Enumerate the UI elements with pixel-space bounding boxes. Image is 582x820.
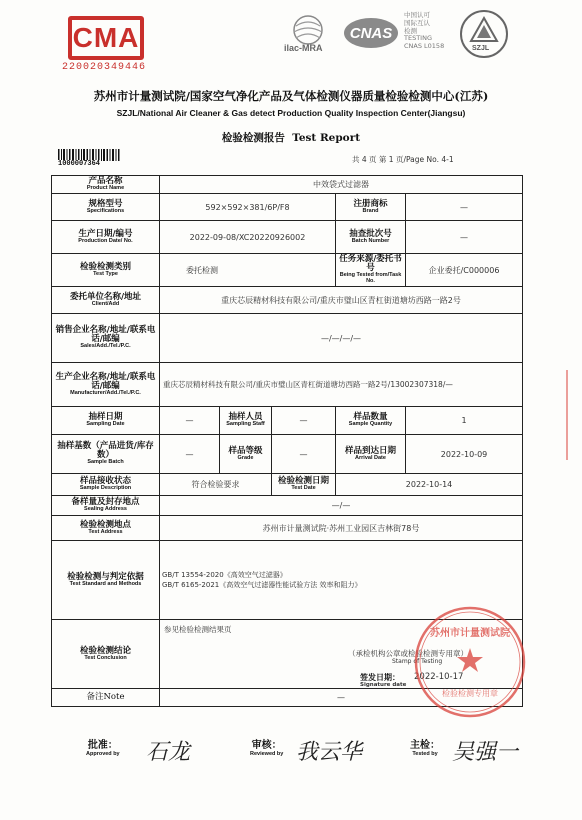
spec-label: 规格型号 Specifications <box>52 194 160 221</box>
standards-value: GB/T 13554-2020《高效空气过滤器》 GB/T 6165-2021《高效空气过滤器性能试验方法 效率和阻力》 <box>160 541 523 620</box>
source-value: 企业委托/C000006 <box>406 254 523 287</box>
approved-signature: 石龙 <box>146 740 191 765</box>
official-stamp: 苏州市计量测试院 检验检测专用章 <box>412 604 528 720</box>
row-test-address <box>52 516 523 541</box>
conclusion-value: 参见检验检测结果页 （承检机构公章或检验检测专用章） Stamp of Testing 签发日期： 2022-10-17 Signature date <box>160 620 523 689</box>
test-date-label: 检验检测日期 Test Date <box>272 474 336 496</box>
arrival-value: 2022-10-09 <box>406 435 523 474</box>
cma-logo: CMA <box>68 16 144 60</box>
sample-qty-value: 1 <box>406 407 523 435</box>
sample-desc-label: 样品接收状态 Sample Description <box>52 474 160 496</box>
row-client <box>52 287 523 314</box>
sample-qty-label: 样品数量 Sample Quantity <box>336 407 406 435</box>
client-label: 委托单位名称/地址 Client/Add <box>52 287 160 314</box>
row-sampling <box>52 407 523 435</box>
row-spec <box>52 194 523 221</box>
szjl-logo: SZJL <box>458 8 510 60</box>
grade-value: — <box>272 435 336 474</box>
sampling-staff-value: — <box>272 407 336 435</box>
grade-label: 样品等级 Grade <box>220 435 272 474</box>
tested-label: 主检： Tested by <box>410 740 440 757</box>
product-name-value: 中效袋式过滤器 <box>160 176 523 194</box>
row-test-type <box>52 254 523 287</box>
test-type-value: 委托检测 <box>160 254 336 287</box>
row-prod-date <box>52 221 523 254</box>
test-address-value: 苏州市计量测试院·苏州工业园区吉林街78号 <box>160 516 523 541</box>
cma-number: 220020349446 <box>62 62 147 73</box>
report-title: 检验检测报告 Test Report <box>221 132 361 144</box>
test-date-value: 2022-10-14 <box>336 474 523 496</box>
sampling-date-value: — <box>160 407 220 435</box>
reviewed-signature: 我云华 <box>296 740 363 765</box>
tested-signature: 吴强一 <box>452 740 519 765</box>
test-address-label: 检验检测地点 Test Address <box>52 516 160 541</box>
row-sample-batch <box>52 435 523 474</box>
sales-value: —/—/—/— <box>160 314 523 363</box>
row-manufacturer <box>52 363 523 407</box>
sample-batch-value: — <box>160 435 220 474</box>
row-product-name <box>52 176 523 194</box>
row-sales <box>52 314 523 363</box>
prod-date-label: 生产日期/编号 Production Date/ No. <box>52 221 160 254</box>
sampling-date-label: 抽样日期 Sampling Date <box>52 407 160 435</box>
batch-value: — <box>406 221 523 254</box>
manufacturer-value: 重庆芯辰精材科技有限公司/重庆市璧山区青杠街道塘坊西路一路2号/13002307318/— <box>160 363 523 407</box>
org-title-en: SZJL/National Air Cleaner & Gas detect Production Quality Inspection Center(Jiangsu) <box>116 108 466 118</box>
source-label: 任务来源/委托书号 Being Tested from/Task No. <box>336 254 406 287</box>
client-value: 重庆芯辰精材科技有限公司/重庆市璧山区青杠街道塘坊西路一路2号 <box>160 287 523 314</box>
sampling-staff-label: 抽样人员 Sampling Staff <box>220 407 272 435</box>
remark-value: — <box>160 689 523 707</box>
arrival-label: 样品到达日期 Arrival Date <box>336 435 406 474</box>
brand-label: 注册商标 Brand <box>336 194 406 221</box>
standards-label: 检验检测与判定依据 Test Standard and Methods <box>52 541 160 620</box>
approved-label: 批准： Approved by <box>86 740 120 757</box>
cnas-text: 中国认可 国际互认 检测 TESTING CNAS L0158 <box>404 11 445 51</box>
row-sealing <box>52 496 523 516</box>
cnas-logo: CNAS <box>344 18 398 48</box>
sales-label: 销售企业名称/地址/联系电话/邮编 Sales/Add./Tel./P.C. <box>52 314 160 363</box>
spec-value: 592×592×381/6P/F8 <box>160 194 336 221</box>
row-sample-desc <box>52 474 523 496</box>
prod-date-value: 2022-09-08/XC20220926002 <box>160 221 336 254</box>
barcode-number: 1000007364 <box>58 160 101 168</box>
manufacturer-label: 生产企业名称/地址/联系电话/邮编 Manufacturer/Add./Tel./P.C. <box>52 363 160 407</box>
sample-batch-label: 抽样基数（产品进货/库存数） Sample Batch <box>52 435 160 474</box>
brand-value: — <box>406 194 523 221</box>
ilac-logo: ilac-MRA <box>280 12 336 58</box>
edge-seal-mark <box>566 370 580 460</box>
product-name-label: 产品名称 Product Name <box>52 176 160 194</box>
page-info: 共 4 页 第 1 页/Page No. 4-1 <box>352 155 454 164</box>
barcode <box>58 149 120 167</box>
remark-label: 备注Note <box>52 689 160 707</box>
sealing-label: 备样量及封存地点 Sealing Address <box>52 496 160 516</box>
org-title-cn: 苏州市计量测试院/国家空气净化产品及气体检测仪器质量检验检测中心(江苏) <box>93 89 489 103</box>
batch-label: 抽查批次号 Batch Number <box>336 221 406 254</box>
sealing-value: —/— <box>160 496 523 516</box>
reviewed-label: 审核： Reviewed by <box>250 740 284 757</box>
sample-desc-value: 符合检验要求 <box>160 474 272 496</box>
test-type-label: 检验检测类别 Test Type <box>52 254 160 287</box>
conclusion-label: 检验检测结论 Test Conclusion <box>52 620 160 689</box>
